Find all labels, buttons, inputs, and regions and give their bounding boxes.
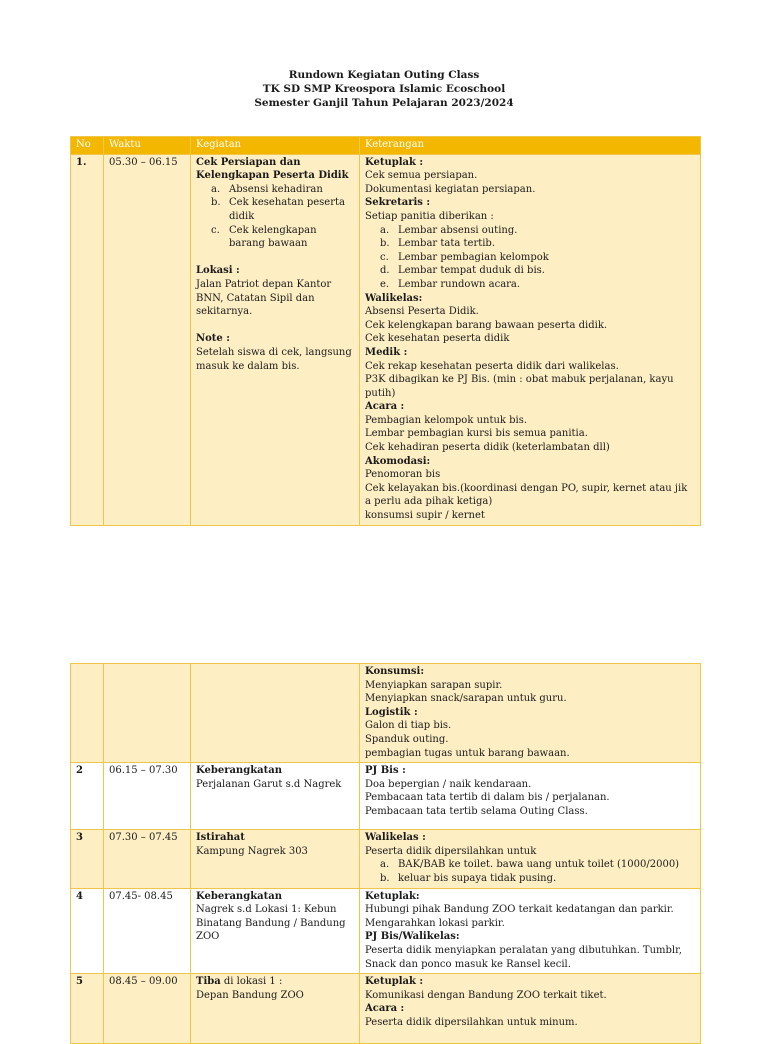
ketuplak-line: Dokumentasi kegiatan persiapan. — [365, 183, 536, 195]
akomodasi-line: konsumsi supir / kernet — [365, 510, 485, 522]
walikelas-intro: Peserta didik dipersilahkan untuk — [365, 845, 537, 857]
row-kegiatan — [191, 974, 360, 1044]
list-item: d. Lembar tempat duduk di bis. — [380, 265, 545, 277]
row-kegiatan — [191, 664, 360, 763]
note-text: Setelah siswa di cek, langsung masuk ke dalam bis. — [196, 346, 352, 372]
pj-bis-line: Pembacaan tata tertib selama Outing Class. — [365, 805, 588, 817]
ketuplak-line: Mengarahkan lokasi parkir. — [365, 917, 505, 929]
table-row — [71, 974, 701, 1044]
ketuplak-line: Hubungi pihak Bandung ZOO terkait kedatangan dan parkir. — [365, 904, 674, 916]
logistik-line: Galon di tiap bis. — [365, 720, 452, 732]
ketuplak-label: Ketuplak: — [365, 890, 420, 902]
logistik-label: Logistik : — [365, 706, 418, 718]
title-line-3: Semester Ganjil Tahun Pelajaran 2023/2024 — [254, 97, 514, 109]
acara-line: Lembar pembagian kursi bis semua panitia. — [365, 428, 588, 440]
lokasi-label: Lokasi : — [196, 265, 240, 277]
ketuplak-line: Komunikasi dengan Bandung ZOO terkait tiket. — [365, 989, 607, 1001]
kegiatan-title: Keberangkatan — [196, 765, 282, 777]
acara-line: Peserta didik dipersilahkan untuk minum. — [365, 1016, 578, 1028]
ketuplak-label: Ketuplak : — [365, 156, 424, 168]
akomodasi-line: Cek kelayakan bis.(koordinasi dengan PO, supir, kernet atau jik a perlu ada pihak ketiga) — [365, 482, 688, 508]
konsumsi-line: Menyiapkan sarapan supir. — [365, 679, 503, 691]
pj-bis-line: Pembacaan tata tertib di dalam bis / perjalanan. — [365, 792, 610, 804]
col-header-kegiatan: Kegiatan — [191, 137, 360, 155]
list-item: c. Lembar pembagian kelompok — [380, 251, 549, 263]
list-item: c. Cek kelengkapan barang bawaan — [211, 224, 317, 250]
row-time: 05.30 – 06.15 — [104, 154, 191, 525]
sekretaris-list — [365, 224, 695, 292]
kegiatan-title: Tiba di lokasi 1 : — [196, 976, 283, 988]
row-number — [71, 664, 104, 763]
kegiatan-text: Nagrek s.d Lokasi 1: Kebun Binatang Bandung / Bandung ZOO — [196, 904, 346, 943]
kegiatan-text: Perjalanan Garut s.d Nagrek — [196, 778, 342, 790]
walikelas-line: Cek kesehatan peserta didik — [365, 333, 510, 345]
row-keterangan — [360, 830, 701, 888]
kegiatan-title: Keberangkatan — [196, 890, 282, 902]
row-keterangan — [360, 974, 701, 1044]
note-label: Note : — [196, 333, 230, 345]
title-line-1: Rundown Kegiatan Outing Class — [288, 69, 480, 81]
list-item: a. Absensi kehadiran — [211, 183, 323, 195]
table-row — [71, 763, 701, 830]
list-item: a. BAK/BAB ke toilet. bawa uang untuk toilet (1000/2000) — [380, 859, 680, 871]
list-item: e. Lembar rundown acara. — [380, 278, 521, 290]
medik-line: P3K dibagikan ke PJ Bis. (min : obat mabuk perjalanan, kayu putih) — [365, 374, 674, 399]
rundown-table-part-1 — [70, 136, 701, 526]
pj-bis-line: Doa bepergian / naik kendaraan. — [365, 778, 532, 790]
sekretaris-label: Sekretaris : — [365, 197, 431, 209]
row-keterangan — [360, 664, 701, 763]
row-number: 5 — [71, 974, 104, 1044]
walikelas-line: Absensi Peserta Didik. — [365, 306, 479, 318]
kegiatan-list — [196, 183, 354, 251]
sekretaris-intro: Setiap panitia diberikan : — [365, 210, 494, 222]
list-item: b. Cek kesehatan peserta didik — [211, 197, 345, 222]
konsumsi-label: Konsumsi: — [365, 666, 425, 677]
row-time: 08.45 – 09.00 — [104, 974, 191, 1044]
medik-line: Cek rekap kesehatan peserta didik dari walikelas. — [365, 360, 619, 372]
list-item: a. Lembar absensi outing. — [380, 224, 518, 236]
row-keterangan — [360, 888, 701, 974]
row-time: 07.45- 08.45 — [104, 888, 191, 974]
document-title — [0, 68, 768, 110]
list-item: b. keluar bis supaya tidak pusing. — [380, 872, 557, 884]
rundown-table-part-2 — [70, 663, 701, 1044]
kegiatan-text: Kampung Nagrek 303 — [196, 845, 308, 857]
acara-line: Pembagian kelompok untuk bis. — [365, 414, 528, 426]
logistik-line: pembagian tugas untuk barang bawaan. — [365, 747, 570, 759]
row-number: 1. — [71, 154, 104, 525]
table-row — [71, 154, 701, 525]
row-kegiatan — [191, 763, 360, 830]
konsumsi-line: Menyiapkan snack/sarapan untuk guru. — [365, 693, 567, 705]
kegiatan-title: Istirahat — [196, 832, 245, 844]
pj-bis-walikelas-line: Peserta didik menyiapkan peralatan yang dibutuhkan. Tumblr, Snack dan ponco masuk ke Ransel kecil. — [365, 944, 682, 970]
row-kegiatan — [191, 888, 360, 974]
row-keterangan — [360, 154, 701, 525]
lokasi-text: Jalan Patriot depan Kantor BNN, Catatan Sipil dan sekitarnya. — [196, 278, 332, 318]
row-number: 4 — [71, 888, 104, 974]
pj-bis-walikelas-label: PJ Bis/Walikelas: — [365, 931, 460, 943]
logistik-line: Spanduk outing. — [365, 733, 449, 745]
col-header-no: No — [71, 137, 104, 155]
row-kegiatan — [191, 830, 360, 888]
row-number: 2 — [71, 763, 104, 830]
row-keterangan — [360, 763, 701, 830]
ketuplak-line: Cek semua persiapan. — [365, 170, 478, 182]
acara-line: Cek kehadiran peserta didik (keterlambatan dll) — [365, 442, 610, 454]
row-time: 06.15 – 07.30 — [104, 763, 191, 830]
row-kegiatan — [191, 154, 360, 525]
ketuplak-label: Ketuplak : — [365, 976, 424, 988]
walikelas-label: Walikelas : — [365, 832, 426, 844]
walikelas-label: Walikelas: — [365, 292, 423, 304]
acara-label: Acara : — [365, 401, 405, 413]
row-time: 07.30 – 07.45 — [104, 830, 191, 888]
col-header-keterangan: Keterangan — [360, 137, 701, 155]
medik-label: Medik : — [365, 346, 408, 358]
table-header-row — [71, 137, 701, 155]
akomodasi-line: Penomoran bis — [365, 469, 441, 481]
table-row — [71, 830, 701, 888]
walikelas-line: Cek kelengkapan barang bawaan peserta didik. — [365, 319, 608, 331]
kegiatan-title: Cek Persiapan dan Kelengkapan Peserta Didik — [196, 156, 349, 182]
table-row — [71, 664, 701, 763]
table-row — [71, 888, 701, 974]
col-header-waktu: Waktu — [104, 137, 191, 155]
list-item: b. Lembar tata tertib. — [380, 238, 496, 250]
row-time — [104, 664, 191, 763]
kegiatan-text: Depan Bandung ZOO — [196, 989, 304, 1001]
pj-bis-label: PJ Bis : — [365, 765, 406, 777]
row-number: 3 — [71, 830, 104, 888]
acara-label: Acara : — [365, 1003, 405, 1015]
title-line-2: TK SD SMP Kreospora Islamic Ecoschool — [262, 83, 506, 95]
akomodasi-label: Akomodasi: — [365, 455, 431, 467]
walikelas-list — [365, 858, 695, 885]
